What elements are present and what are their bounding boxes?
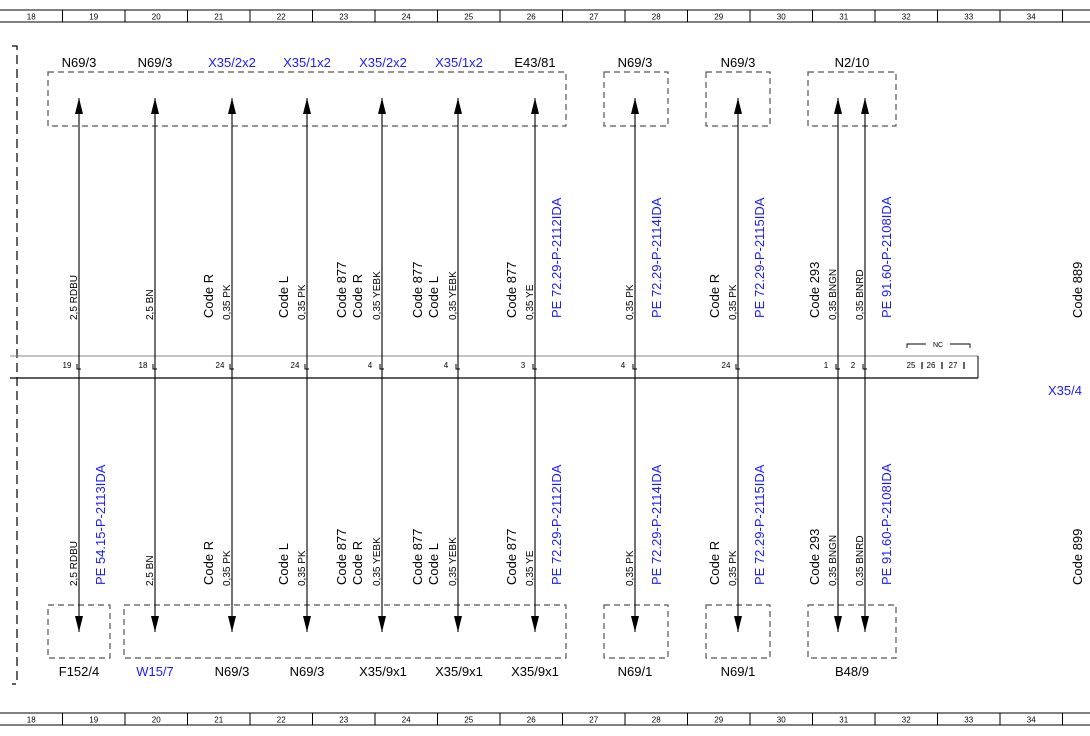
pin-number-label: 4 [443,361,449,370]
wire-arrow-up [378,98,386,114]
ruler-column-label: 23 [339,715,349,725]
ruler-column-label: 31 [839,12,849,22]
ruler-column-label: 34 [1026,12,1036,22]
component-box-top [808,72,896,126]
wire-spec-label-bottom: 2,5 RDBU [69,540,80,586]
wire-arrow-down [734,616,742,632]
pin-number-label: 4 [367,361,373,370]
pin-number-label: 18 [138,361,148,370]
ruler-column-label: 31 [839,715,849,725]
wire-top-component-label: N69/3 [61,55,97,70]
pin-number-label: 24 [721,361,731,370]
wire-reference-label-bottom: PE 72.29-P-2114IDA [649,464,664,585]
connector-name-label: X35/4 [1048,383,1082,398]
wire-spec-label-top: 0,35 YEBK [372,271,383,320]
ruler-column-label: 26 [526,715,536,725]
wire-spec-label-bottom: 0,35 PK [297,550,308,586]
ruler-column-label: 33 [964,12,974,22]
frame-bracket [12,46,17,684]
ruler-column-label: 24 [401,715,411,725]
ruler-column-label: 24 [401,12,411,22]
wire-top-component-label: X35/2x2 [359,55,407,70]
wire-reference-label-bottom: PE 72.29-P-2115IDA [752,464,767,585]
wire-top-component-label: X35/1x2 [435,55,483,70]
component-box-top [604,72,668,126]
ruler-column-label: 28 [651,715,661,725]
wire-reference-label-top: PE 91.60-P-2108IDA [879,196,894,318]
ruler-column-label: 27 [589,715,599,725]
pin-number-label: 1 [823,361,829,370]
ruler-column-label: 27 [589,12,599,22]
wire-code-label-bottom: Code L [426,543,441,585]
wire-code-label-top: Code 877 [504,261,519,318]
wire-code-label-top: Code R [350,273,365,318]
wire-reference-label-bottom: PE 72.29-P-2112IDA [549,464,564,585]
wire-arrow-down [861,616,869,632]
wire-arrow-up [228,98,236,114]
wire-top-component-label: E43/81 [514,55,556,70]
component-box-bottom [808,605,896,658]
wire-code-label-top: Code R [707,273,722,318]
wire-bottom-component-label: N69/3 [214,664,250,679]
ruler-column-label: 19 [89,715,99,725]
wire-arrow-down [303,616,311,632]
pin-number-label: 24 [215,361,225,370]
wire-spec-label-top: 0,35 PK [625,284,636,320]
wire-arrow-up [861,98,869,114]
wire-top-component-label: X35/2x2 [208,55,256,70]
wire-spec-label-bottom: 0,35 YE [525,550,536,586]
wire-reference-label-bottom: PE 91.60-P-2108IDA [879,463,894,585]
wire-code-label-top: Code L [426,276,441,318]
wire-code-label-bottom: Code 293 [807,528,822,585]
wire-arrow-down [151,616,159,632]
wire-arrow-up [303,98,311,114]
wire-spec-label-top: 2,5 BN [145,289,156,320]
wire-bottom-component-label: N69/1 [720,664,756,679]
side-code-label-bottom: Code 899 [1070,528,1085,585]
wire-reference-label-top: PE 72.29-P-2114IDA [649,197,664,318]
wire-top-component-label: X35/1x2 [283,55,331,70]
ruler-column-label: 25 [464,12,474,22]
wire-bottom-component-label: N69/3 [289,664,325,679]
wire-spec-label-top: 0,35 PK [222,284,233,320]
wire-code-label-bottom: Code 877 [504,528,519,585]
ruler-column-label: 32 [901,715,911,725]
wire-code-label-top: Code 293 [807,261,822,318]
wire-arrow-down [75,616,83,632]
ruler-column-label: 26 [526,12,536,22]
nc-pin-label: 25 [906,361,916,370]
wire-bottom-component-label: X35/9x1 [435,664,483,679]
wire-arrow-down [454,616,462,632]
wire-bottom-component-label: F152/4 [58,664,100,679]
wire-bottom-component-label: W15/7 [136,664,174,679]
wire-arrow-down [378,616,386,632]
ruler-column-label: 30 [776,715,786,725]
pin-number-label: 4 [620,361,626,370]
wire-arrow-up [454,98,462,114]
ruler-column-label: 32 [901,12,911,22]
side-code-label-top: Code 889 [1070,261,1085,318]
nc-label: NC [932,342,944,349]
wire-spec-label-bottom: 0,35 PK [222,550,233,586]
pin-number-label: 2 [850,361,856,370]
ruler-column-label: 22 [276,715,286,725]
nc-pin-label: 26 [926,361,936,370]
wire-bottom-component-label: B48/9 [835,664,869,679]
wire-arrow-up [734,98,742,114]
ruler-column-label: 22 [276,12,286,22]
wire-bottom-component-label: X35/9x1 [511,664,559,679]
wire-bottom-component-label: N69/1 [617,664,653,679]
wire-spec-label-top: 0,35 PK [728,284,739,320]
pin-number-label: 3 [520,361,526,370]
wire-arrow-up [834,98,842,114]
wire-arrow-up [151,98,159,114]
wire-spec-label-top: 2,5 RDBU [69,274,80,320]
wire-code-label-top: Code L [276,276,291,318]
wire-reference-label-bottom: PE 54.15-P-2113IDA [93,464,108,585]
wire-spec-label-top: 0,35 PK [297,284,308,320]
wire-spec-label-top: 0,35 YE [525,284,536,320]
ruler-column-label: 20 [151,12,161,22]
component-box-bottom [604,605,668,658]
wire-top-component-label: N69/3 [617,55,653,70]
ruler-column-label: 30 [776,12,786,22]
wire-spec-label-bottom: 0,35 YEBK [448,537,459,586]
ruler-column-label: 29 [714,715,724,725]
wire-code-label-bottom: Code 877 [410,528,425,585]
wire-spec-label-bottom: 0,35 BNGN [828,534,839,586]
ruler-column-label: 23 [339,12,349,22]
wire-spec-label-bottom: 0,35 YEBK [372,537,383,586]
wire-bottom-component-label: X35/9x1 [359,664,407,679]
ruler-column-label: 33 [964,715,974,725]
wire-top-component-label: N69/3 [137,55,173,70]
wire-code-label-top: Code 877 [334,261,349,318]
ruler-column-label: 34 [1026,715,1036,725]
wire-spec-label-bottom: 0,35 PK [728,550,739,586]
ruler-column-label: 25 [464,715,474,725]
wire-arrow-up [75,98,83,114]
wire-code-label-bottom: Code R [707,540,722,585]
wire-spec-label-bottom: 0,35 PK [625,550,636,586]
ruler-column-label: 21 [214,12,224,22]
wire-spec-label-bottom: 0,35 BNRD [855,535,866,586]
wire-code-label-bottom: Code 877 [334,528,349,585]
wire-reference-label-top: PE 72.29-P-2115IDA [752,197,767,318]
component-box-bottom [124,605,566,658]
wire-spec-label-top: 0,35 BNRD [855,269,866,320]
wire-code-label-bottom: Code R [201,540,216,585]
nc-pin-label: 27 [948,361,958,370]
wire-spec-label-bottom: 2,5 BN [145,555,156,586]
wire-top-component-label: N69/3 [720,55,756,70]
ruler-column-label: 18 [26,12,36,22]
ruler-column-label: 19 [89,12,99,22]
ruler-column-label: 18 [26,715,36,725]
wire-code-label-top: Code 877 [410,261,425,318]
wire-reference-label-top: PE 72.29-P-2112IDA [549,197,564,318]
ruler-column-label: 20 [151,715,161,725]
ruler-column-label: 28 [651,12,661,22]
wire-code-label-bottom: Code L [276,543,291,585]
wire-arrow-down [531,616,539,632]
wire-spec-label-top: 0,35 BNGN [828,268,839,320]
pin-number-label: 24 [290,361,300,370]
wire-arrow-down [228,616,236,632]
wire-code-label-top: Code R [201,273,216,318]
wire-top-component-label: N2/10 [834,55,870,70]
wire-arrow-up [531,98,539,114]
wire-arrow-down [631,616,639,632]
wire-code-label-bottom: Code R [350,540,365,585]
wire-spec-label-top: 0,35 YEBK [448,271,459,320]
wire-arrow-up [631,98,639,114]
wire-arrow-down [834,616,842,632]
ruler-column-label: 29 [714,12,724,22]
pin-number-label: 19 [62,361,72,370]
ruler-column-label: 21 [214,715,224,725]
